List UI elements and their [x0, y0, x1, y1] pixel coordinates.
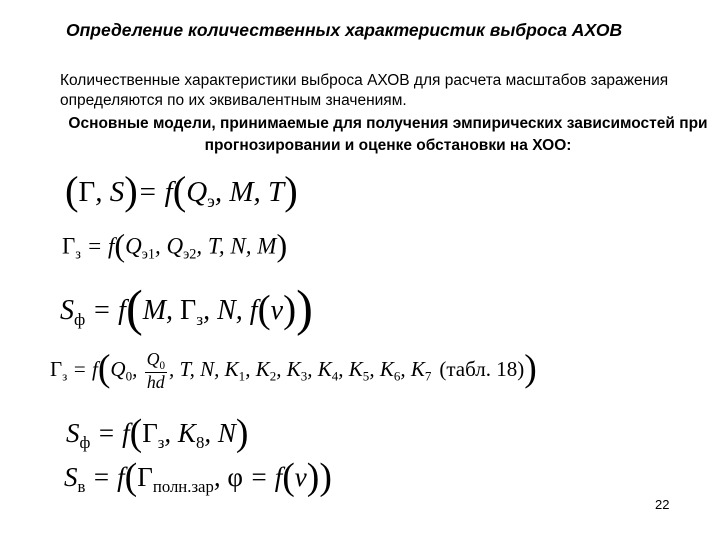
formula-6-subscript: полн.зар: [152, 476, 214, 496]
table-reference: (табл. 18): [439, 356, 525, 381]
page-number: 22: [655, 497, 670, 512]
formula-3: $S_ф = f(M$, $Г_з$, N, f(v)): [60, 280, 313, 336]
formula-4: $Г_з = f(Q_0$, $\frac{Q_0}{hd}$ , T, N, $K_1$, $K_2$, $K_3$, $K_4$, $K_5$, $K_6$, $K_7$ (табл. 18)): [50, 347, 537, 393]
fraction-q0-hd: $\frac{Q_0}{hd}$: [146, 349, 166, 393]
slide-title: Определение количественных характеристик выброса АХОВ: [66, 20, 623, 40]
intro-paragraph: Количественные характеристики выброса АХОВ для расчета масштабов заражения определяются по их эквивалентным значениям.: [60, 72, 669, 109]
formula-2: $Г_з = f(Q_{э1}$, $Q_{э2}$, T, N, M): [62, 227, 288, 263]
formula-1: (Г, $S)= f(Q_э$, M, T): [65, 168, 298, 213]
formula-6: $S_в = f(Г_{полн.зар}$, φ = f(v)): [64, 456, 332, 499]
formula-5: $S_ф = f(Г_з$, $K_8$, N): [66, 412, 249, 455]
models-heading: Основные модели, принимаемые для получения эмпирических зависимостей при прогнозировании и оценке обстановки на ХОО:: [68, 115, 708, 154]
